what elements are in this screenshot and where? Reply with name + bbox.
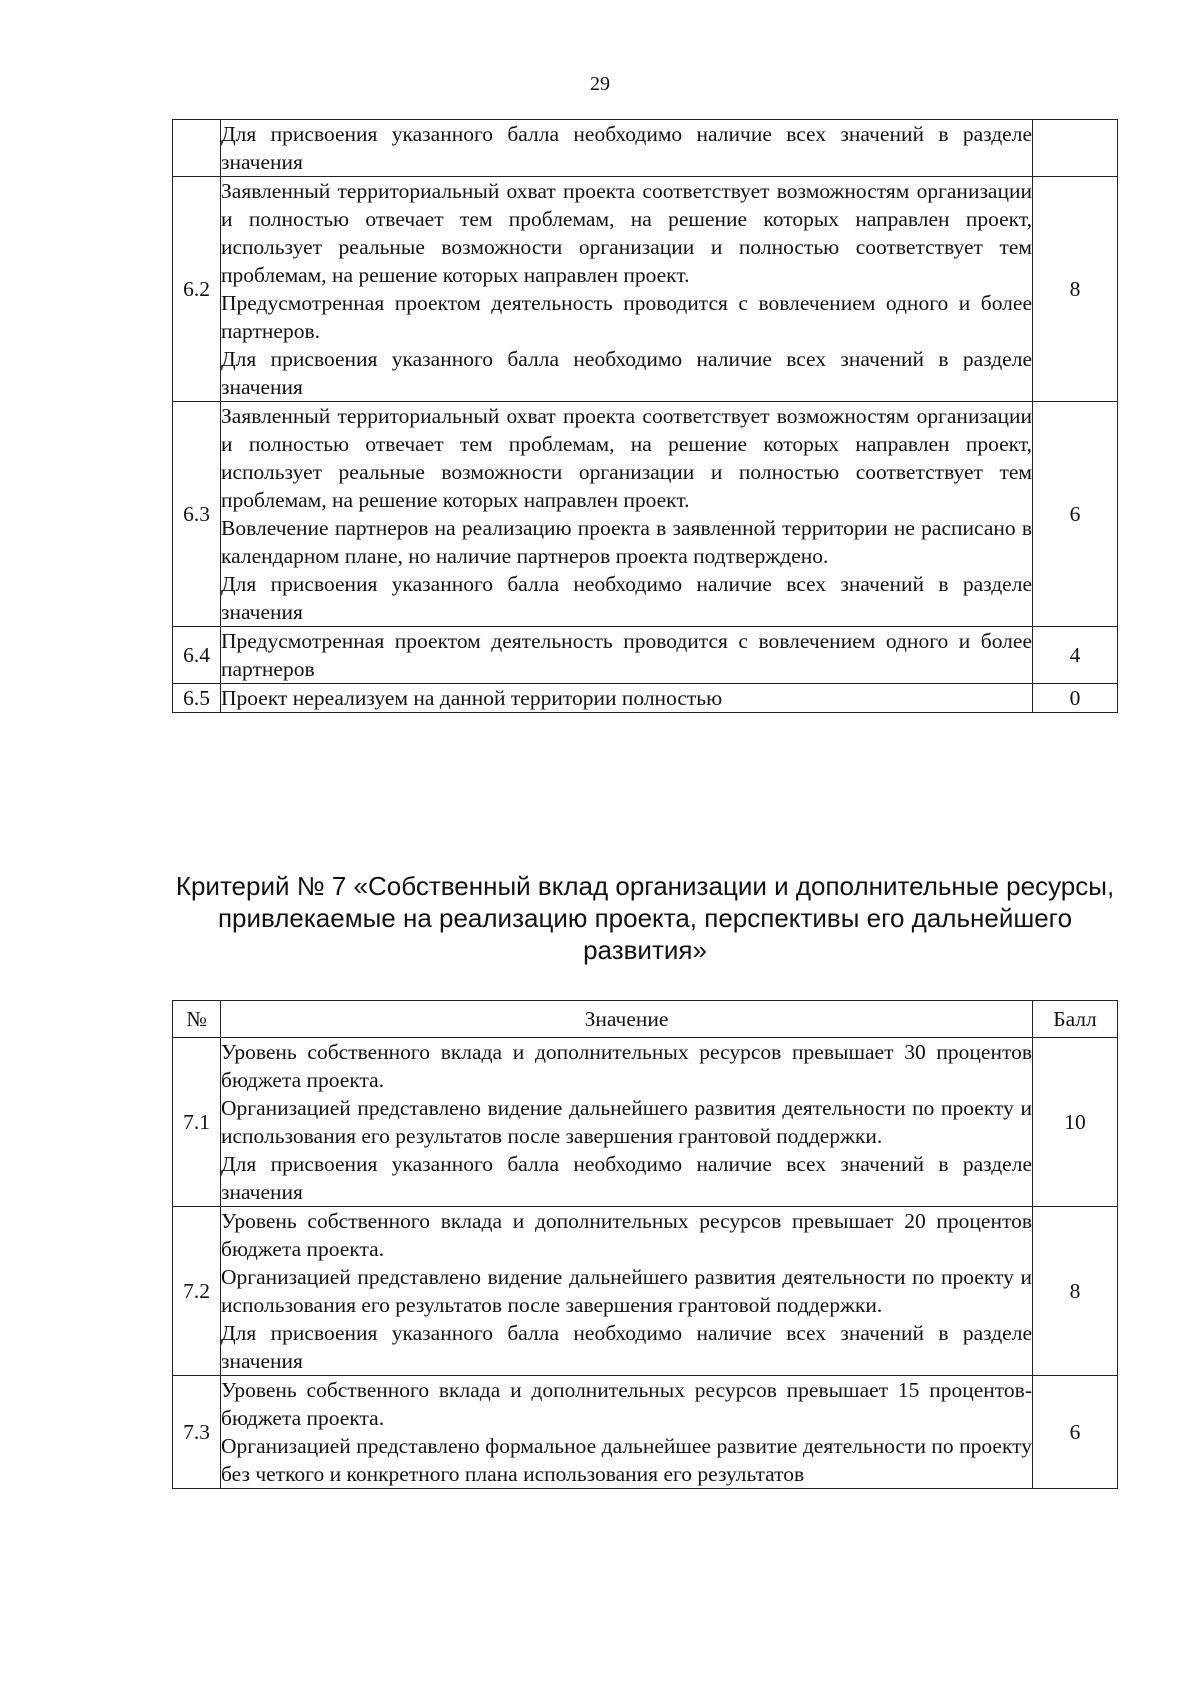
row-value bbox=[221, 402, 1033, 627]
value-paragraph: Организацией представлено видение дальнейшего развития деятельности по проекту и использования его результатов после завершения грантовой поддержки. bbox=[221, 1265, 1032, 1317]
row-points: 0 bbox=[1033, 684, 1118, 713]
row-value bbox=[221, 120, 1033, 177]
row-value bbox=[221, 627, 1033, 684]
value-paragraph: Для присвоения указанного балла необходимо наличие всех значений в разделе значения bbox=[221, 122, 1032, 174]
table-row bbox=[173, 684, 1118, 713]
value-paragraph: Организацией представлено видение дальнейшего развития деятельности по проекту и использования его результатов после завершения грантовой поддержки. bbox=[221, 1096, 1032, 1148]
row-value bbox=[221, 1376, 1033, 1489]
row-number: 6.3 bbox=[173, 402, 221, 627]
value-paragraph: Заявленный территориальный охват проекта соответствует возможностям организации и полностью отвечает тем проблемам, на решение которых направлен проект, использует реальные возможности организации и полностью соответствует тем проблемам, на решение которых направлен проект. bbox=[221, 179, 1032, 287]
header-points: Балл bbox=[1033, 1001, 1118, 1038]
value-paragraph: Предусмотренная проектом деятельность проводится с вовлечением одного и более партнеров bbox=[221, 629, 1032, 681]
row-number: 6.5 bbox=[173, 684, 221, 713]
value-paragraph: Для присвоения указанного балла необходимо наличие всех значений в разделе значения bbox=[221, 347, 1032, 399]
table-row bbox=[173, 1207, 1118, 1376]
row-value bbox=[221, 1038, 1033, 1207]
row-points: 8 bbox=[1033, 177, 1118, 402]
row-points: 4 bbox=[1033, 627, 1118, 684]
value-paragraph: Для присвоения указанного балла необходимо наличие всех значений в разделе значения bbox=[221, 1321, 1032, 1373]
value-paragraph: Проект нереализуем на данной территории полностью bbox=[221, 686, 723, 710]
value-paragraph: Для присвоения указанного балла необходимо наличие всех значений в разделе значения bbox=[221, 1152, 1032, 1204]
row-value bbox=[221, 684, 1033, 713]
row-points: 6 bbox=[1033, 1376, 1118, 1489]
page-number: 29 bbox=[590, 73, 610, 95]
table-row bbox=[173, 177, 1118, 402]
row-number: 7.1 bbox=[173, 1038, 221, 1207]
value-paragraph: Уровень собственного вклада и дополнительных ресурсов превышает 20 процентов бюджета проекта. bbox=[221, 1209, 1032, 1261]
row-value bbox=[221, 177, 1033, 402]
criterion-7-heading: Критерий № 7 «Собственный вклад организации и дополнительные ресурсы, привлекаемые на реализацию проекта, перспективы его дальнейшего развития» bbox=[175, 871, 1115, 965]
table-row bbox=[173, 120, 1118, 177]
value-paragraph: Вовлечение партнеров на реализацию проекта в заявленной территории не расписано в календарном плане, но наличие партнеров проекта подтверждено. bbox=[221, 516, 1032, 568]
table-header-row bbox=[173, 1001, 1118, 1038]
table-row bbox=[173, 1376, 1118, 1489]
row-number: 6.2 bbox=[173, 177, 221, 402]
table-row bbox=[173, 627, 1118, 684]
row-number: 7.3 bbox=[173, 1376, 221, 1489]
header-value: Значение bbox=[221, 1001, 1033, 1038]
table-row bbox=[173, 1038, 1118, 1207]
row-value bbox=[221, 1207, 1033, 1376]
row-points: 8 bbox=[1033, 1207, 1118, 1376]
value-paragraph: Заявленный территориальный охват проекта соответствует возможностям организации и полностью отвечает тем проблемам, на решение которых направлен проект, использует реальные возможности организации и полностью соответствует тем проблемам, на решение которых направлен проект. bbox=[221, 404, 1032, 512]
value-paragraph: Уровень собственного вклада и дополнительных ресурсов превышает 30 процентов бюджета проекта. bbox=[221, 1040, 1032, 1092]
criterion-7-table bbox=[172, 1000, 1118, 1489]
criterion-6-table bbox=[172, 119, 1118, 713]
value-paragraph: Организацией представлено формальное дальнейшее развитие деятельности по проекту без четкого и конкретного плана использования его результатов bbox=[221, 1434, 1032, 1486]
row-number bbox=[173, 120, 221, 177]
table-row bbox=[173, 402, 1118, 627]
row-points: 10 bbox=[1033, 1038, 1118, 1207]
value-paragraph: Для присвоения указанного балла необходимо наличие всех значений в разделе значения bbox=[221, 572, 1032, 624]
row-number: 7.2 bbox=[173, 1207, 221, 1376]
row-number: 6.4 bbox=[173, 627, 221, 684]
row-points bbox=[1033, 120, 1118, 177]
value-paragraph: Уровень собственного вклада и дополнительных ресурсов превышает 15 процентов-бюджета проекта. bbox=[221, 1378, 1032, 1430]
value-paragraph: Предусмотренная проектом деятельность проводится с вовлечением одного и более партнеров. bbox=[221, 291, 1032, 343]
header-number: № bbox=[173, 1001, 221, 1038]
row-points: 6 bbox=[1033, 402, 1118, 627]
